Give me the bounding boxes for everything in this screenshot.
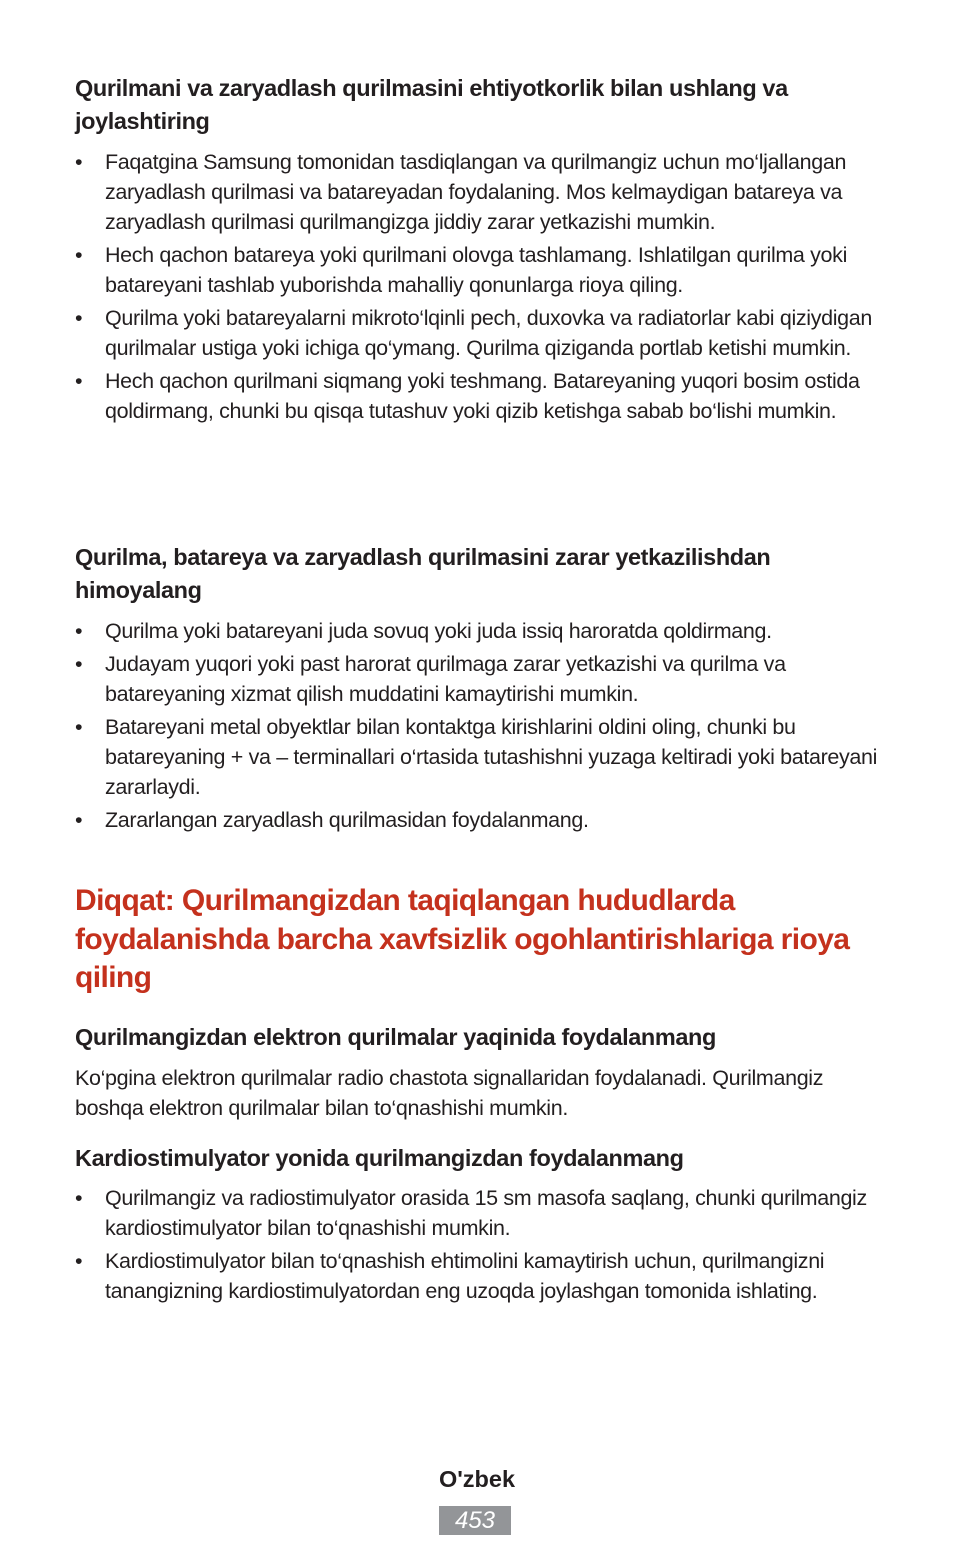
list-item: • Hech qachon qurilmani siqmang yoki teshmang. Batareyaning yuqori bosim ostida qoldirmang, chunki bu qisqa tutashuv yoki qizib ketishga sabab bo‘lishi mumkin. (75, 366, 885, 426)
paragraph-electronic-devices: Ko‘pgina elektron qurilmalar radio chastota signallaridan foydalanadi. Qurilmangiz boshqa elektron qurilmalar bilan to‘qnashishi mumkin. (75, 1066, 824, 1120)
page-number-badge: 453 (439, 1506, 511, 1535)
list-item: • Zararlangan zaryadlash qurilmasidan foydalanmang. (75, 805, 885, 835)
list-item: • Judayam yuqori yoki past harorat qurilmaga zarar yetkazishi va qurilma va batareyaning xizmat qilish muddatini kamaytirishi mumkin. (75, 649, 885, 709)
list-item: • Qurilma yoki batareyani juda sovuq yoki juda issiq haroratda qoldirmang. (75, 616, 885, 646)
list-item: • Faqatgina Samsung tomonidan tasdiqlangan va qurilmangiz uchun mo‘ljallangan zaryadlash qurilmasi va batareyadan foydalaning. Mos kelmaydigan batareya va zaryadlash qurilmasi qurilmangizga jiddiy zarar yetkazishi mumkin. (75, 147, 885, 237)
footer-language: O'zbek (438, 1466, 516, 1492)
section-heading-pacemaker: Kardiostimulyator yonida qurilmangizdan foydalanmang (75, 1145, 684, 1171)
section-heading-protect-device: Qurilma, batareya va zaryadlash qurilmasini zarar yetkazilishdan himoyalang (75, 544, 771, 603)
list-item: • Hech qachon batareya yoki qurilmani olovga tashlamang. Ishlatilgan qurilma yoki batareyani tashlab yuborishda mahalliy qonunlarga rioya qiling. (75, 240, 885, 300)
list-item: • Qurilma yoki batareyalarni mikroto‘lqinli pech, duxovka va radiatorlar kabi qiziydigan qurilmalar ustiga yoki ichiga qo‘ymang. Qurilma qiziganda portlab ketishi mumkin. (75, 303, 885, 363)
list-item: • Batareyani metal obyektlar bilan kontaktga kirishlarini oldini oling, chunki bu batareyaning + va – terminallari o‘rtasida tutashishni yuzaga keltiradi yoki batareyani zararlaydi. (75, 712, 885, 802)
bullet-list-pacemaker (75, 1183, 885, 1309)
list-item: • Kardiostimulyator bilan to‘qnashish ehtimolini kamaytirish uchun, qurilmangizni tanangizning kardiostimulyatordan eng uzoqda joylashgan tomonida ishlating. (75, 1246, 885, 1306)
section-heading-handle-device: Qurilmani va zaryadlash qurilmasini ehtiyotkorlik bilan ushlang va joylashtiring (75, 75, 788, 134)
bullet-list-handle-device (75, 147, 885, 429)
caution-title: Diqqat: Qurilmangizdan taqiqlangan hududlarda foydalanishda barcha xavfsizlik ogohlantirishlariga rioya qiling (75, 884, 850, 994)
list-item: • Qurilmangiz va radiostimulyator orasida 15 sm masofa saqlang, chunki qurilmangiz kardiostimulyator bilan to‘qnashishi mumkin. (75, 1183, 885, 1243)
section-heading-electronic-devices: Qurilmangizdan elektron qurilmalar yaqinida foydalanmang (75, 1024, 716, 1050)
bullet-list-protect-device (75, 616, 885, 838)
